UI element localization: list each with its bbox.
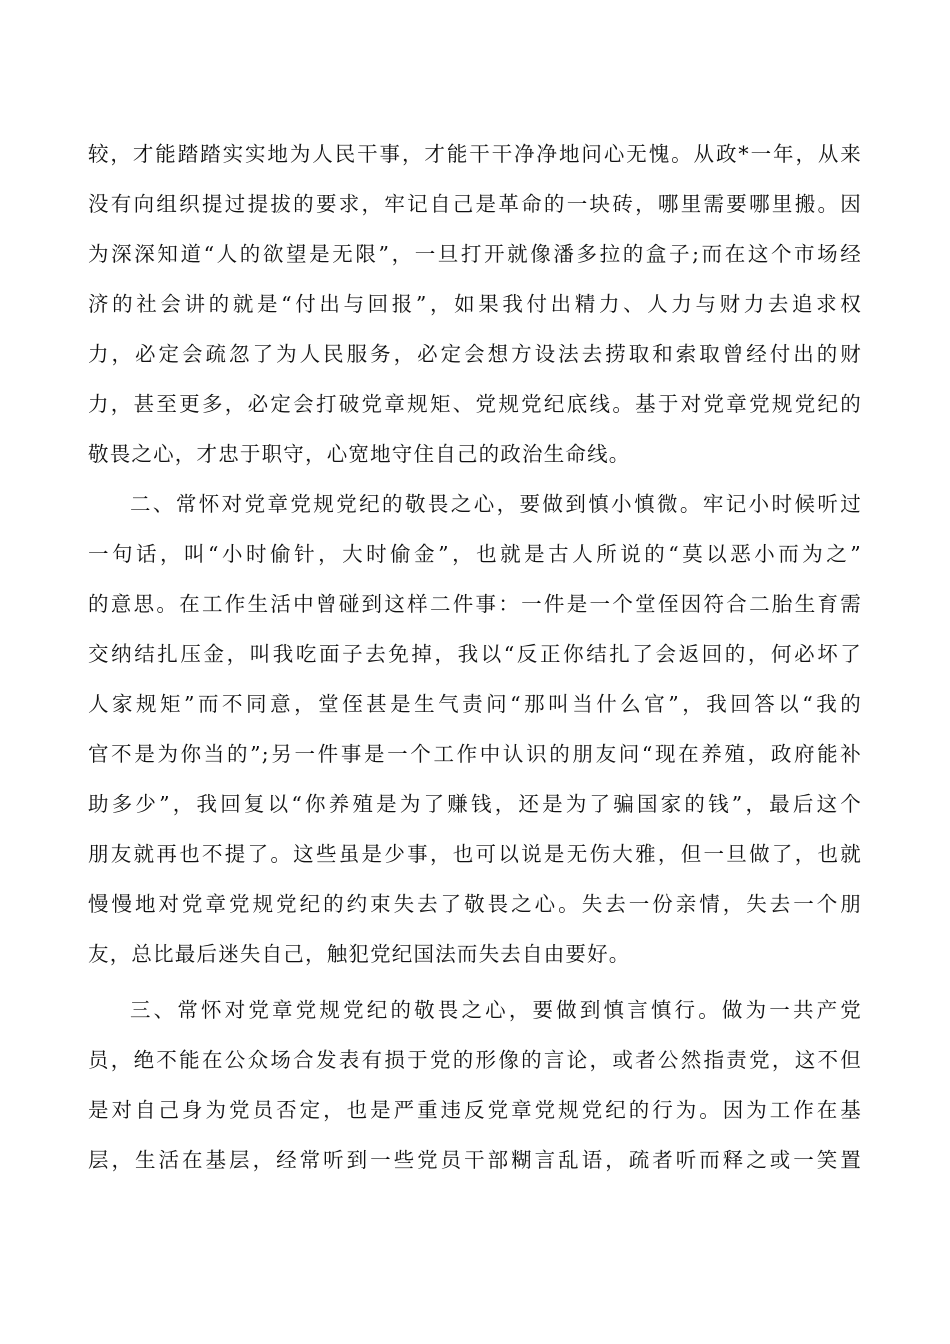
text-line: 人家规矩”而不同意，堂侄甚是生气责问“那叫当什么官”，我回答以“我的 — [88, 692, 862, 716]
text-line: 慢慢地对党章党规党纪的约束失去了敬畏之心。失去一份亲情，失去一个朋 — [88, 892, 862, 916]
text-line: 济的社会讲的就是“付出与回报”，如果我付出精力、人力与财力去追求权 — [88, 292, 862, 316]
text-line: 员，绝不能在公众场合发表有损于党的形像的言论，或者公然指责党，这不但 — [88, 1048, 862, 1072]
text-line: 是对自己身为党员否定，也是严重违反党章党规党纪的行为。因为工作在基 — [88, 1098, 862, 1122]
text-line: 的意思。在工作生活中曾碰到这样二件事：一件是一个堂侄因符合二胎生育需 — [88, 592, 862, 616]
text-line: 助多少”，我回复以“你养殖是为了赚钱，还是为了骗国家的钱”，最后这个 — [88, 792, 862, 816]
text-line: 力，必定会疏忽了为人民服务，必定会想方设法去捞取和索取曾经付出的财 — [88, 342, 862, 366]
text-line: 官不是为你当的”;另一件事是一个工作中认识的朋友问“现在养殖，政府能补 — [88, 742, 862, 766]
text-line: 交纳结扎压金，叫我吃面子去免掉，我以“反正你结扎了会返回的，何必坏了 — [88, 642, 862, 666]
text-line: 为深深知道“人的欲望是无限”，一旦打开就像潘多拉的盒子;而在这个市场经 — [88, 242, 862, 266]
text-line: 较，才能踏踏实实地为人民干事，才能干干净净地问心无愧。从政*一年，从来 — [88, 142, 862, 166]
text-line: 二、常怀对党章党规党纪的敬畏之心，要做到慎小慎微。牢记小时候听过 — [130, 492, 862, 516]
text-line: 朋友就再也不提了。这些虽是少事，也可以说是无伤大雅，但一旦做了，也就 — [88, 842, 862, 866]
text-line: 一句话，叫“小时偷针，大时偷金”，也就是古人所说的“莫以恶小而为之” — [88, 542, 862, 566]
text-line: 友，总比最后迷失自己，触犯党纪国法而失去自由要好。 — [88, 942, 631, 966]
text-line: 三、常怀对党章党规党纪的敬畏之心，要做到慎言慎行。做为一共产党 — [130, 998, 862, 1022]
text-line: 层，生活在基层，经常听到一些党员干部糊言乱语，疏者听而释之或一笑置 — [88, 1148, 862, 1172]
text-line: 敬畏之心，才忠于职守，心宽地守住自己的政治生命线。 — [88, 442, 631, 466]
text-line: 力，甚至更多，必定会打破党章规矩、党规党纪底线。基于对党章党规党纪的 — [88, 392, 862, 416]
text-line: 没有向组织提过提拔的要求，牢记自己是革命的一块砖，哪里需要哪里搬。因 — [88, 192, 862, 216]
